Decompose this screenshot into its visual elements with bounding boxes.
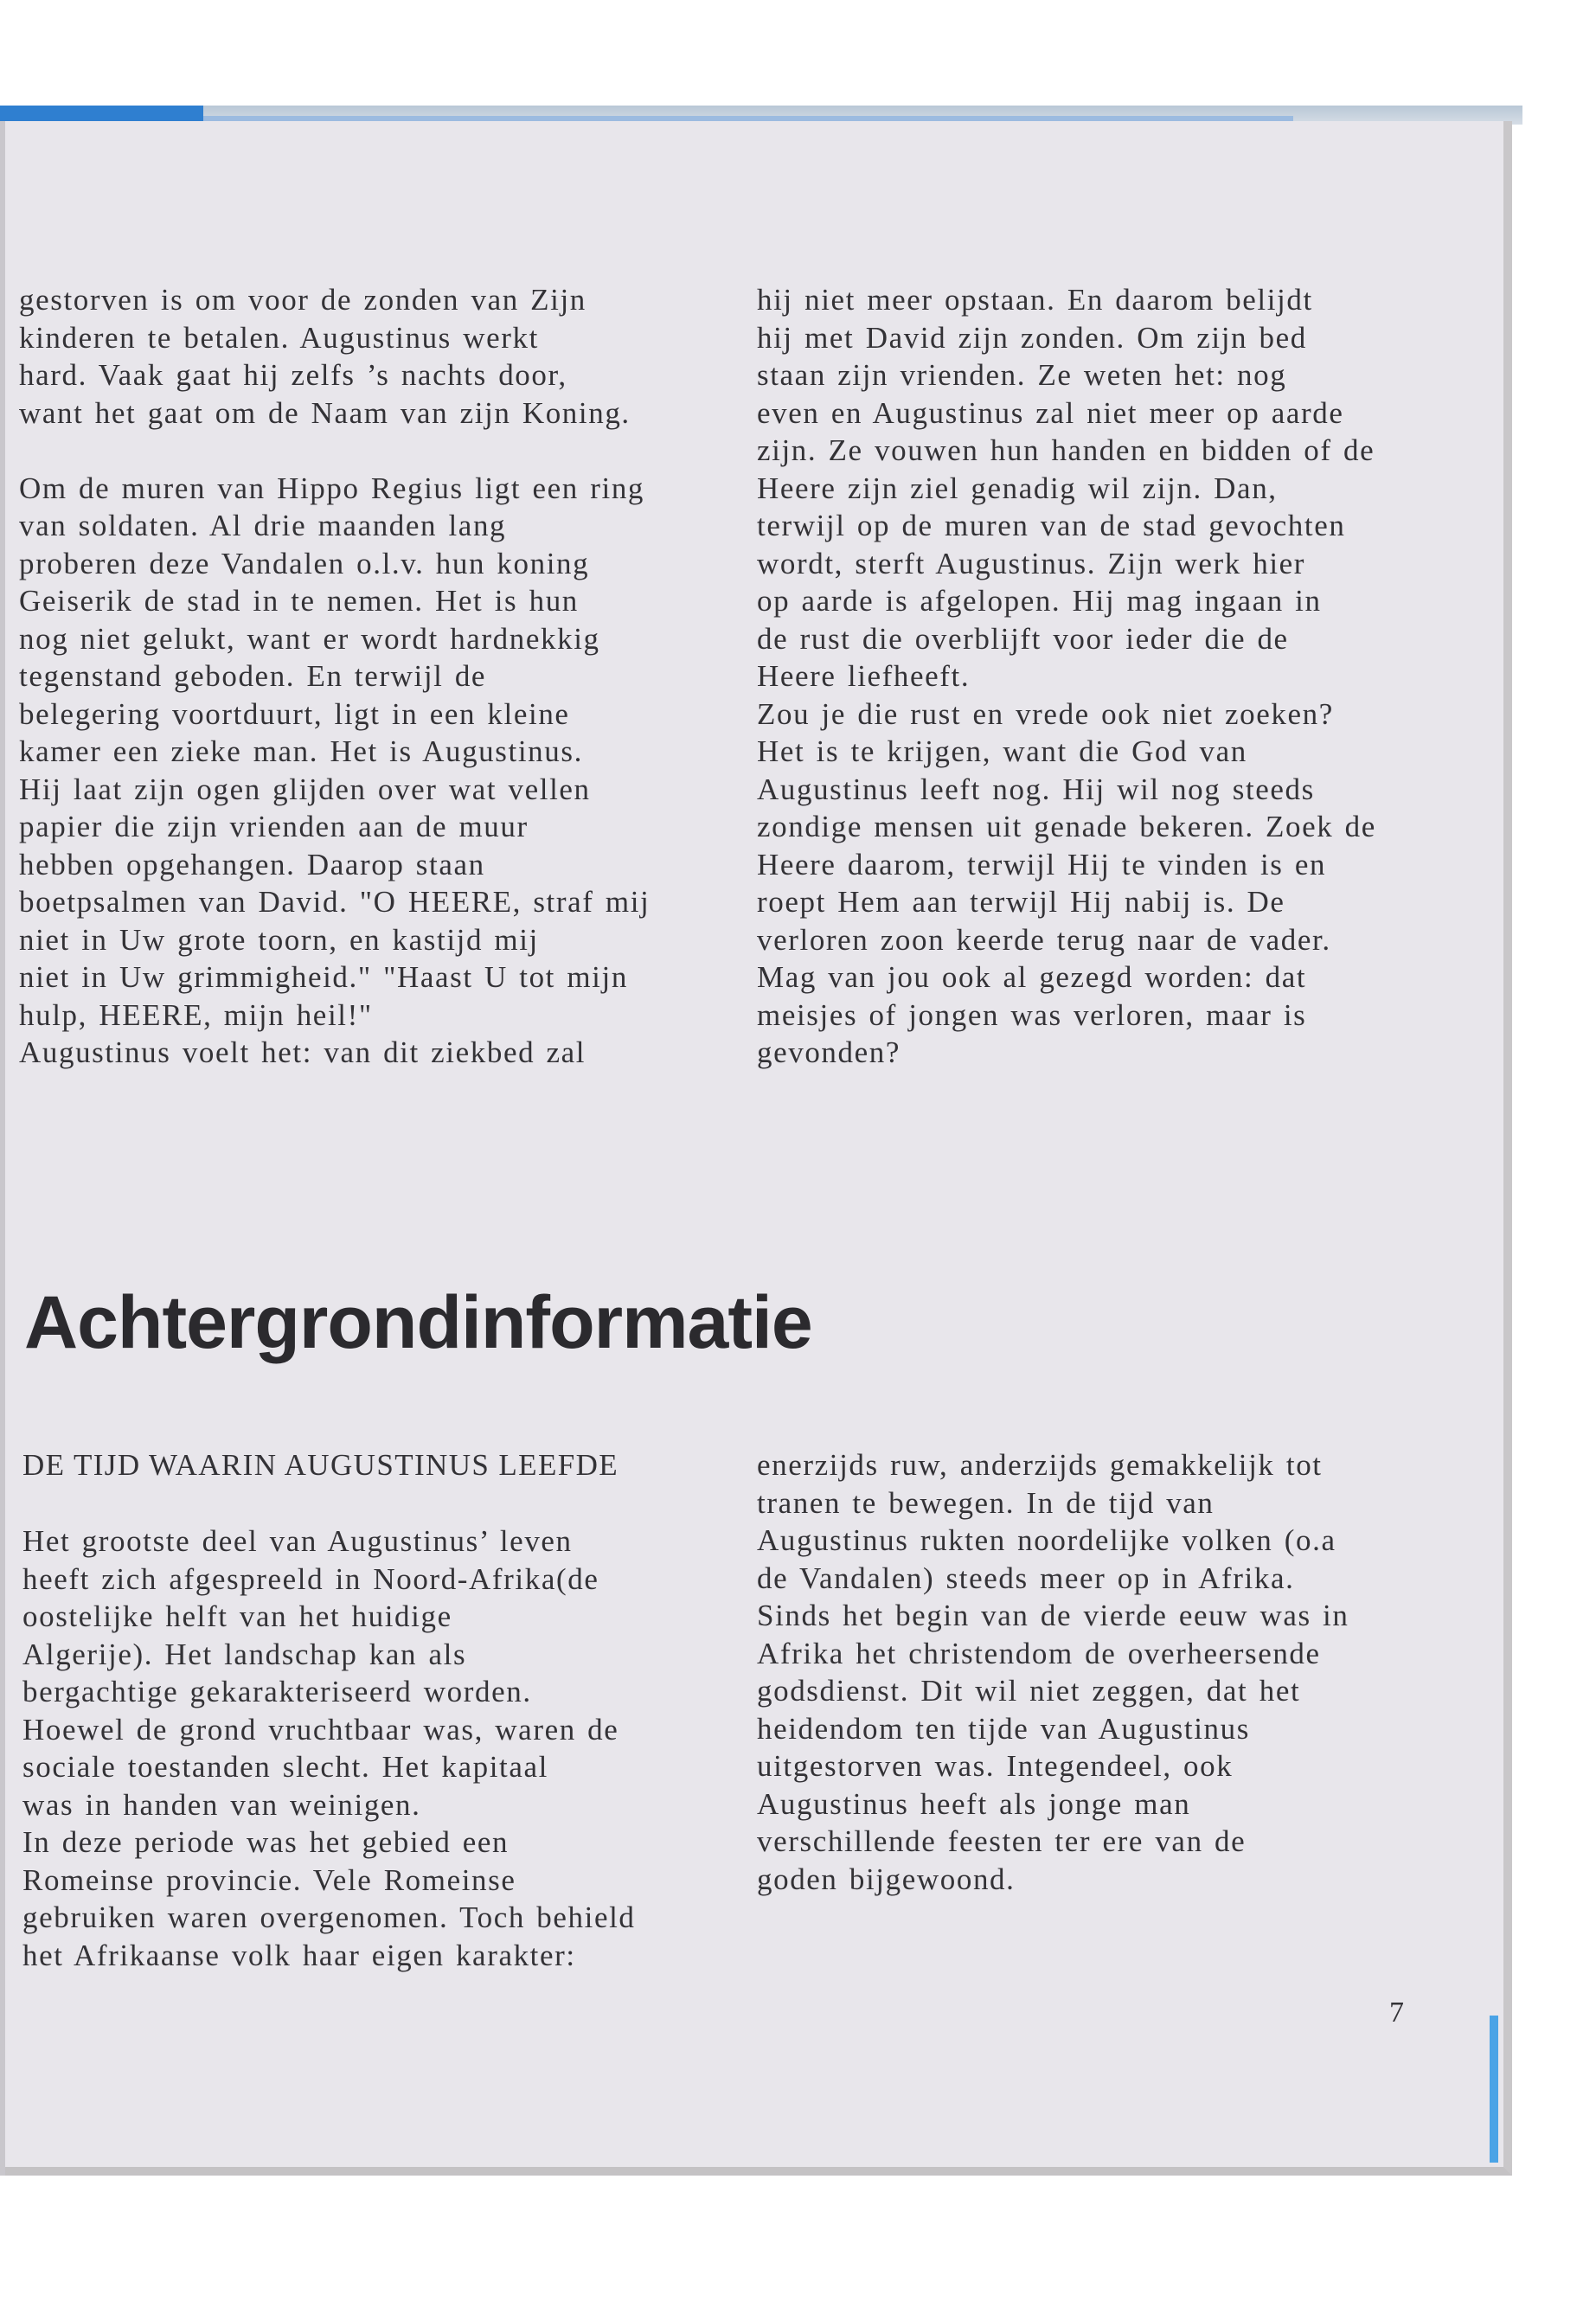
text-line: Augustinus leeft nog. Hij wil nog steeds <box>757 772 1315 806</box>
text-line: Heere liefheeft. <box>757 659 971 693</box>
section-subheading: DE TIJD WAARIN AUGUSTINUS LEEFDE <box>22 1448 619 1482</box>
text-line: roept Hem aan terwijl Hij nabij is. De <box>757 885 1285 919</box>
text-line: Heere zijn ziel genadig wil zijn. Dan, <box>757 471 1278 505</box>
text-line: Sinds het begin van de vierde eeuw was in <box>757 1599 1349 1632</box>
text-line: hulp, HEERE, mijn heil!" <box>19 997 373 1032</box>
text-line: hard. Vaak gaat hij zelfs ’s nachts door, <box>19 358 567 392</box>
text-line: gebruiken waren overgenomen. Toch behield <box>22 1900 636 1934</box>
text-line: zondige mensen uit genade bekeren. Zoek de <box>757 810 1376 843</box>
text-line: Augustinus heeft als jonge man <box>757 1786 1191 1821</box>
text-line: uitgestorven was. Integendeel, ook <box>757 1749 1234 1783</box>
text-line: kamer een zieke man. Het is Augustinus. <box>19 734 583 768</box>
text-line: de rust die overblijft voor ieder die de <box>757 621 1289 656</box>
text-line: gevonden? <box>757 1035 901 1069</box>
text-line: gestorven is om voor de zonden van Zijn <box>19 283 586 317</box>
story-column-left <box>19 281 650 1072</box>
text-line: Het grootste deel van Augustinus’ leven <box>22 1524 573 1558</box>
text-line: boetpsalmen van David. "O HEERE, straf mij <box>19 885 651 919</box>
page-number: 7 <box>1389 1997 1404 2029</box>
text-line: tranen te bewegen. In de tijd van <box>757 1485 1215 1520</box>
text-line <box>19 432 650 470</box>
text-line: tegenstand geboden. En terwijl de <box>19 659 487 693</box>
text-line: In deze periode was het gebied een <box>22 1825 510 1859</box>
text-line: verloren zoon keerde terug naar de vader. <box>757 922 1331 957</box>
text-line: Afrika het christendom de overheersende <box>757 1636 1321 1670</box>
text-line: op aarde is afgelopen. Hij mag ingaan in <box>757 584 1322 618</box>
text-line: het Afrikaanse volk haar eigen karakter: <box>22 1938 576 1972</box>
text-line: sociale toestanden slecht. Het kapitaal <box>22 1750 548 1784</box>
text-line: want het gaat om de Naam van zijn Koning. <box>19 395 631 430</box>
page-left-edge <box>0 121 5 2176</box>
text-line: Augustinus voelt het: van dit ziekbed zal <box>19 1035 586 1069</box>
text-line: meisjes of jongen was verloren, maar is <box>757 997 1307 1032</box>
text-line: terwijl op de muren van de stad gevochten <box>757 509 1346 542</box>
text-line: de Vandalen) steeds meer op in Afrika. <box>757 1561 1295 1595</box>
text-line: heeft zich afgespreeld in Noord-Afrika(de <box>22 1561 599 1596</box>
text-line: goden bijgewoond. <box>757 1862 1016 1896</box>
text-line: Om de muren van Hippo Regius ligt een ring <box>19 471 645 505</box>
text-line: oostelijke helft van het huidige <box>22 1599 452 1633</box>
text-line: van soldaten. Al drie maanden lang <box>19 509 507 542</box>
text-line: Heere daarom, terwijl Hij te vinden is en <box>757 847 1327 881</box>
text-line: bergachtige gekarakteriseerd worden. <box>22 1675 532 1708</box>
story-column-right <box>757 281 1376 1072</box>
text-line: Algerije). Het landschap kan als <box>22 1637 467 1671</box>
text-line: godsdienst. Dit wil niet zeggen, dat het <box>757 1674 1301 1708</box>
text-line: verschillende feesten ter ere van de <box>757 1824 1247 1858</box>
text-line: niet in Uw grote toorn, en kastijd mij <box>19 922 539 957</box>
background-column-right <box>757 1446 1349 1898</box>
text-line: wordt, sterft Augustinus. Zijn werk hier <box>757 546 1306 580</box>
text-line: Mag van jou ook al gezegd worden: dat <box>757 960 1307 994</box>
text-line: Hoewel de grond vruchtbaar was, waren de <box>22 1712 619 1747</box>
text-line: enerzijds ruw, anderzijds gemakkelijk tot <box>757 1448 1323 1482</box>
blue-side-edge <box>1490 2016 1498 2163</box>
section-title: Achtergrondinformatie <box>24 1281 812 1364</box>
text-line: Hij laat zijn ogen glijden over wat vellen <box>19 772 591 806</box>
text-line: nog niet gelukt, want er wordt hardnekkig <box>19 621 600 656</box>
text-line: kinderen te betalen. Augustinus werkt <box>19 320 539 355</box>
text-line: belegering voortduurt, ligt in een kleine <box>19 696 570 731</box>
text-line: zijn. Ze vouwen hun handen en bidden of de <box>757 433 1375 467</box>
text-line: hij niet meer opstaan. En daarom belijdt <box>757 283 1313 317</box>
text-line: Zou je die rust en vrede ook niet zoeken? <box>757 696 1334 731</box>
text-line: even en Augustinus zal niet meer op aarde <box>757 395 1344 430</box>
text-line: hebben opgehangen. Daarop staan <box>19 847 485 881</box>
text-line: niet in Uw grimmigheid." "Haast U tot mijn <box>19 960 628 994</box>
text-line: was in handen van weinigen. <box>22 1787 421 1822</box>
text-line: Romeinse provincie. Vele Romeinse <box>22 1862 516 1897</box>
text-line: heidendom ten tijde van Augustinus <box>757 1711 1250 1746</box>
text-line: Augustinus rukten noordelijke volken (o.a <box>757 1523 1336 1557</box>
text-line: proberen deze Vandalen o.l.v. hun koning <box>19 546 590 580</box>
text-line: Het is te krijgen, want die God van <box>757 734 1247 768</box>
text-line: staan zijn vrienden. Ze weten het: nog <box>757 358 1287 392</box>
text-line: papier die zijn vrienden aan de muur <box>19 810 529 843</box>
text-line: Geiserik de stad in te nemen. Het is hun <box>19 584 579 618</box>
text-line: hij met David zijn zonden. Om zijn bed <box>757 320 1307 355</box>
background-column-left <box>22 1522 636 1974</box>
